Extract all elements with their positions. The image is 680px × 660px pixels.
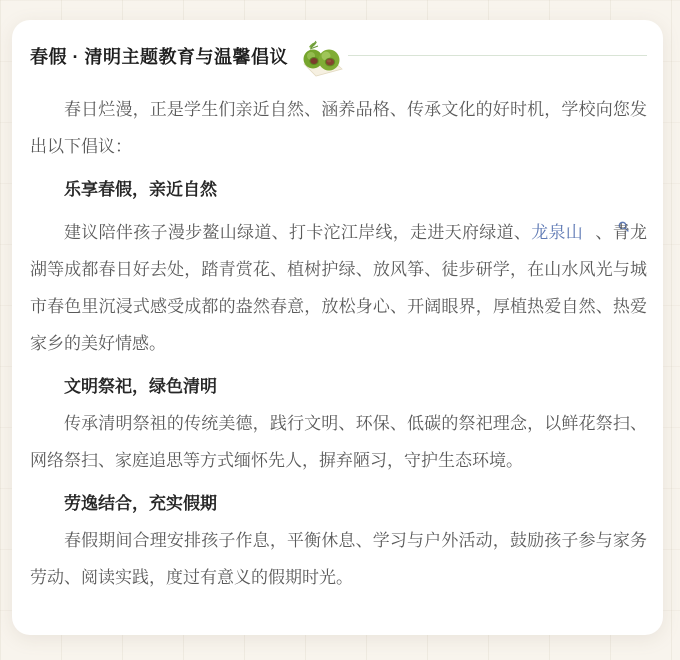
section-heading-3: 劳逸结合，充实假期 bbox=[64, 494, 217, 513]
section-heading-1: 乐享春假，亲近自然 bbox=[64, 180, 217, 199]
section-paragraph-2: 传承清明祭祖的传统美德，践行文明、环保、低碳的祭祀理念，以鲜花祭扫、网络祭扫、家庭追思等方式缅怀先人，摒弃陋习，守护生态环境。 bbox=[30, 414, 647, 470]
longquanshan-link[interactable]: 龙泉山 bbox=[531, 223, 584, 242]
qingtuan-green-rice-ball-icon bbox=[296, 38, 346, 78]
title-row bbox=[30, 37, 647, 74]
page-title: 春假 · 清明主题教育与温馨倡议 bbox=[30, 46, 288, 67]
title-divider-line bbox=[348, 55, 647, 56]
section-paragraph-1 bbox=[30, 208, 647, 362]
section-1-text-before-link: 建议陪伴孩子漫步鳌山绿道、打卡沱江岸线，走进天府绿道、 bbox=[64, 223, 532, 242]
section-1-text-after-link: 、青龙湖等成都春日好去处，踏青赏花、植树护绿、放风筝、徒步研学，在山水风光与城市春色里沉浸式感受成都的盎然春意，放松身心、开阔眼界，厚植热爱自然、热爱家乡的美好情感。 bbox=[30, 223, 648, 353]
notice-card bbox=[12, 20, 663, 635]
section-heading-2: 文明祭祀，绿色清明 bbox=[64, 377, 217, 396]
search-icon[interactable] bbox=[584, 208, 595, 219]
section-paragraph-3: 春假期间合理安排孩子作息，平衡休息、学习与户外活动，鼓励孩子参与家务劳动、阅读实践，度过有意义的假期时光。 bbox=[30, 531, 647, 587]
intro-paragraph: 春日烂漫，正是学生们亲近自然、涵养品格、传承文化的好时机，学校向您发出以下倡议： bbox=[30, 100, 647, 156]
